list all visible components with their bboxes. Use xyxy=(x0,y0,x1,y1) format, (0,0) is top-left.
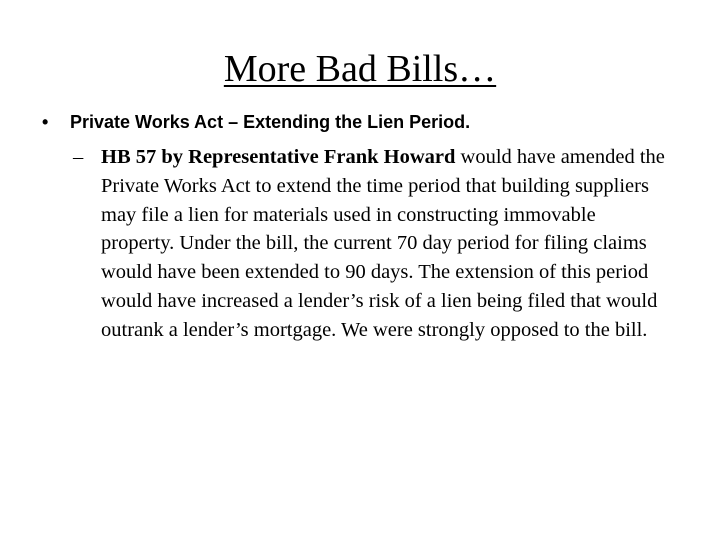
bill-description: would have amended the Private Works Act to extend the time period that building suppliers may file a lien for materials used in constructing immovable property. Under the bill, the current 70 day period for filing claims would have been extended to 90 days. The extension of this period would have increased a lender’s risk of a lien being filed that would outrank a lender’s mortgage. We were strongly opposed to the bill. xyxy=(101,146,665,341)
slide-title xyxy=(0,46,720,92)
slide-title-text: More Bad Bills… xyxy=(223,48,497,90)
bullet-item xyxy=(42,108,682,136)
bill-reference: HB 57 by Representative Frank Howard xyxy=(101,146,456,168)
sub-bullet-body xyxy=(101,143,673,345)
sub-bullet-symbol: – xyxy=(73,146,84,168)
sub-bullet-item xyxy=(73,143,673,345)
bullet-text: Private Works Act – Extending the Lien Period. xyxy=(70,112,471,132)
bullet-symbol: • xyxy=(42,112,49,132)
